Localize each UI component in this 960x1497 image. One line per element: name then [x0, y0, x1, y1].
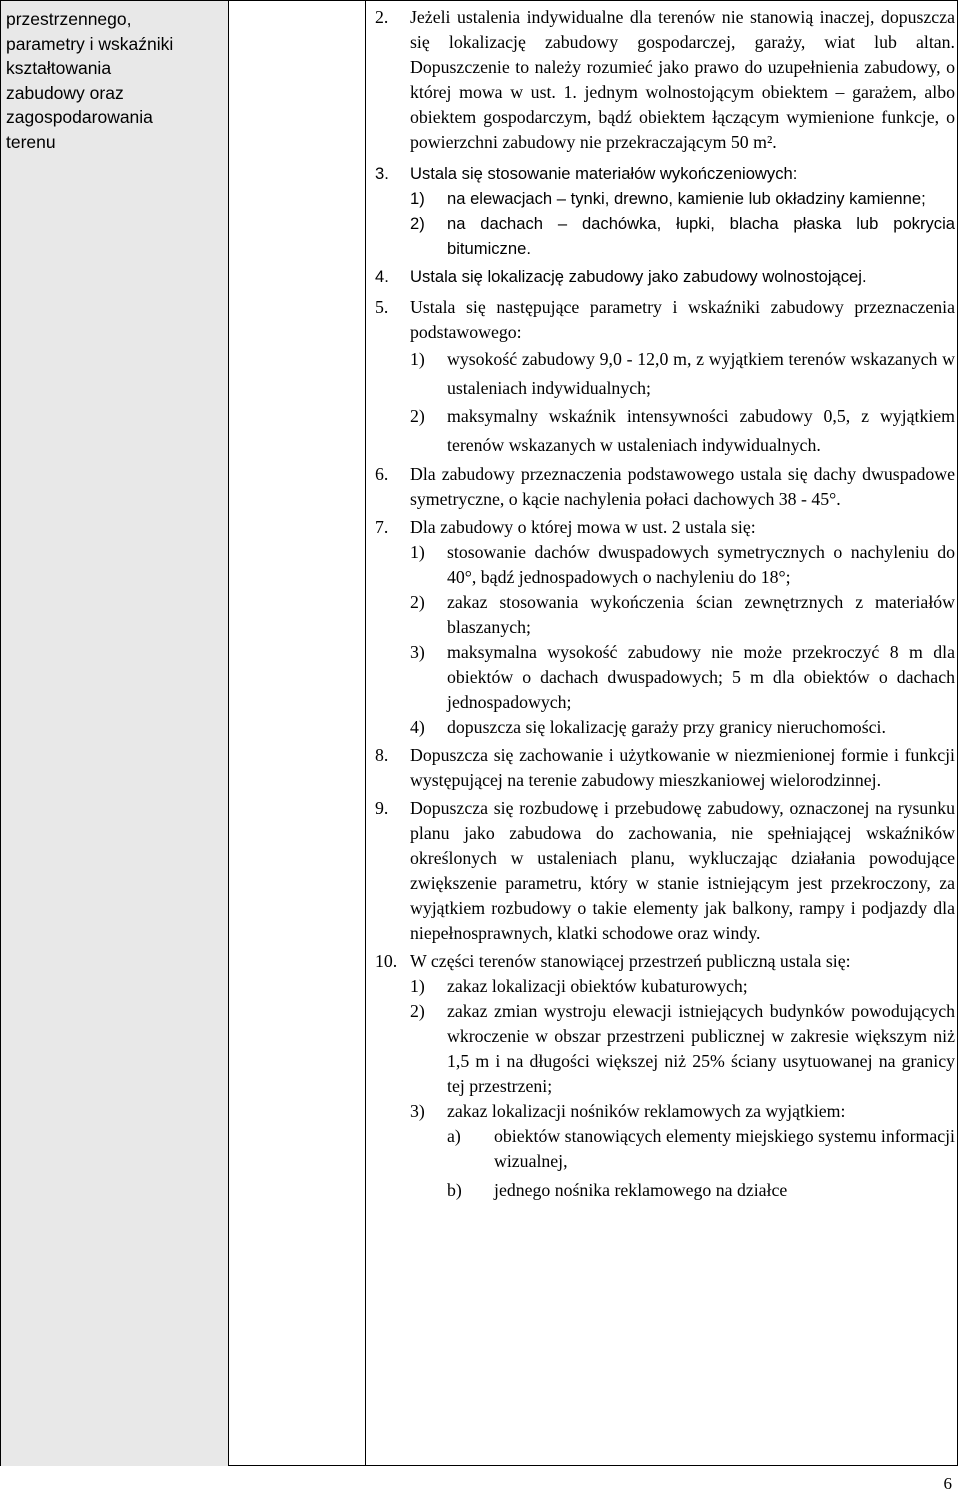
sub-item-number: 3) — [410, 642, 425, 662]
list-item — [375, 161, 955, 186]
sub-item — [410, 974, 955, 999]
item-number: 4. — [375, 267, 389, 286]
list-item — [375, 462, 955, 512]
sub-item-number: 1) — [410, 189, 425, 208]
sub-item — [410, 999, 955, 1099]
left-line: zagospodarowania — [6, 107, 153, 127]
table-top-border — [0, 0, 958, 1]
sub-item-number: 3) — [410, 1101, 425, 1121]
item-text: Jeżeli ustalenia indywidualne dla terenów nie stanowią inaczej, dopuszcza się lokalizację zabudowy gospodarczej, garaży, wiat lub altan. Dopuszczenie to należy rozumieć jako prawo do uzupełnienia zabudowy, o której mowa w ust. 1. jednym wolnostojącym obiektem – garażem, albo obiektem gospodarczym, bądź obiektem łączącym wymienione funkcje, o powierzchni zabudowy nie przekraczającym 50 m². — [410, 7, 955, 152]
page-number: 6 — [943, 1474, 952, 1493]
sub-item-number: 2) — [410, 214, 425, 233]
item-number: 8. — [375, 745, 389, 765]
list-item — [375, 796, 955, 946]
sub-item — [410, 211, 955, 261]
item-text: Ustala się stosowanie materiałów wykończeniowych: — [410, 164, 798, 183]
sub-item-number: 2) — [410, 406, 425, 426]
sub-item-number: 2) — [410, 1001, 425, 1021]
table-left-border — [0, 0, 1, 1466]
sub-item — [410, 590, 955, 640]
list-item — [375, 5, 955, 155]
sub-item — [410, 715, 955, 740]
list-item — [375, 295, 955, 345]
sub-item-number: 2) — [410, 592, 425, 612]
item-number: 5. — [375, 297, 389, 317]
left-line: terenu — [6, 131, 56, 152]
item-number: 9. — [375, 798, 389, 818]
sub-sub-item-text: jednego nośnika reklamowego na działce — [494, 1180, 788, 1200]
sub-item-text: maksymalna wysokość zabudowy nie może przekroczyć 8 m dla obiektów o dachach dwuspadowych; 5 m dla obiektów o dachach jednospadowych; — [447, 642, 955, 712]
sub-item-text: dopuszcza się lokalizację garaży przy granicy nieruchomości. — [447, 717, 886, 737]
left-column-cell — [0, 0, 228, 1466]
column-divider — [365, 0, 366, 1466]
sub-item-number: 1) — [410, 349, 425, 369]
sub-item-text: na elewacjach – tynki, drewno, kamienie lub okładziny kamienne; — [447, 189, 926, 208]
column-divider — [228, 0, 229, 1466]
left-line: parametry i wskaźniki — [6, 33, 174, 54]
list-item — [375, 743, 955, 793]
sub-item-number: 4) — [410, 717, 425, 737]
sub-item-number: 1) — [410, 542, 425, 562]
left-line: kształtowania — [6, 58, 112, 78]
list-item — [375, 949, 955, 974]
item-number: 7. — [375, 517, 389, 537]
sub-item-text: na dachach – dachówka, łupki, blacha płaska lub pokrycia bitumiczne. — [447, 214, 955, 258]
item-text: Ustala się lokalizację zabudowy jako zabudowy wolnostojącej. — [410, 267, 867, 286]
sub-item — [410, 345, 955, 402]
sub-item — [410, 640, 955, 715]
sub-item-text: zakaz zmian wystroju elewacji istniejących budynków powodujących wkroczenie w obszar przestrzeni publicznej w zakresie większym niż 1,5 m i na długości większej niż 25% ściany usytuowanej na granicy tej przestrzeni; — [447, 1001, 955, 1096]
sub-item-text: zakaz lokalizacji obiektów kubaturowych; — [447, 976, 748, 996]
item-text: Dopuszcza się zachowanie i użytkowanie w niezmienionej formie i funkcji występującej na terenie zabudowy mieszkaniowej wielorodzinnej. — [410, 745, 955, 790]
list-item — [375, 515, 955, 540]
item-text: Dla zabudowy przeznaczenia podstawowego ustala się dachy dwuspadowe symetryczne, o kącie nachylenia połaci dachowych 38 - 45°. — [410, 464, 955, 509]
sub-item-text: wysokość zabudowy 9,0 - 12,0 m, z wyjątkiem terenów wskazanych w ustaleniach indywidualnych; — [447, 349, 955, 398]
table-right-border — [957, 0, 958, 1466]
item-text: Dopuszcza się rozbudowę i przebudowę zabudowy, oznaczonej na rysunku planu jako zabudowa do zachowania, nie spełniającej wskaźników określonych w ustaleniach planu, wykluczając działania powodujące zwiększenie parametru, który w stanie istniejącym jest przekroczony, za wyjątkiem rozbudowy o takie elementy jak balkony, rampy i podjazdy dla niepełnosprawnych, klatki schodowe oraz windy. — [410, 798, 955, 943]
sub-item — [410, 540, 955, 590]
sub-sub-item — [447, 1124, 955, 1174]
item-text: Dla zabudowy o której mowa w ust. 2 ustala się: — [410, 517, 756, 537]
sub-item-text: stosowanie dachów dwuspadowych symetrycznych o nachyleniu do 40°, bądź jednospadowych o nachyleniu do 18°; — [447, 542, 955, 587]
left-line: przestrzennego, — [6, 9, 132, 29]
sub-item — [410, 402, 955, 459]
sub-sub-item — [447, 1178, 955, 1203]
sub-item-text: maksymalny wskaźnik intensywności zabudowy 0,5, z wyjątkiem terenów wskazanych w ustaleniach indywidualnych. — [447, 406, 955, 455]
table-bottom-border — [228, 1465, 958, 1466]
left-column-text — [6, 7, 216, 154]
item-text: Ustala się następujące parametry i wskaźniki zabudowy przeznaczenia podstawowego: — [410, 297, 955, 342]
sub-sub-item-text: obiektów stanowiących elementy miejskiego systemu informacji wizualnej, — [494, 1126, 955, 1171]
regulations-list — [375, 5, 955, 1203]
left-line: zabudowy oraz — [6, 82, 124, 103]
sub-item-text: zakaz stosowania wykończenia ścian zewnętrznych z materiałów blaszanych; — [447, 592, 955, 637]
sub-item — [410, 186, 955, 211]
sub-item — [410, 1099, 955, 1124]
item-number: 10. — [375, 951, 398, 971]
sub-sub-item-number: a) — [447, 1126, 461, 1146]
item-number: 2. — [375, 7, 389, 27]
item-number: 6. — [375, 464, 389, 484]
item-number: 3. — [375, 164, 389, 183]
list-item — [375, 264, 955, 289]
sub-item-text: zakaz lokalizacji nośników reklamowych za wyjątkiem: — [447, 1101, 846, 1121]
sub-sub-item-number: b) — [447, 1180, 462, 1200]
item-text: W części terenów stanowiącej przestrzeń publiczną ustala się: — [410, 951, 851, 971]
sub-item-number: 1) — [410, 976, 425, 996]
